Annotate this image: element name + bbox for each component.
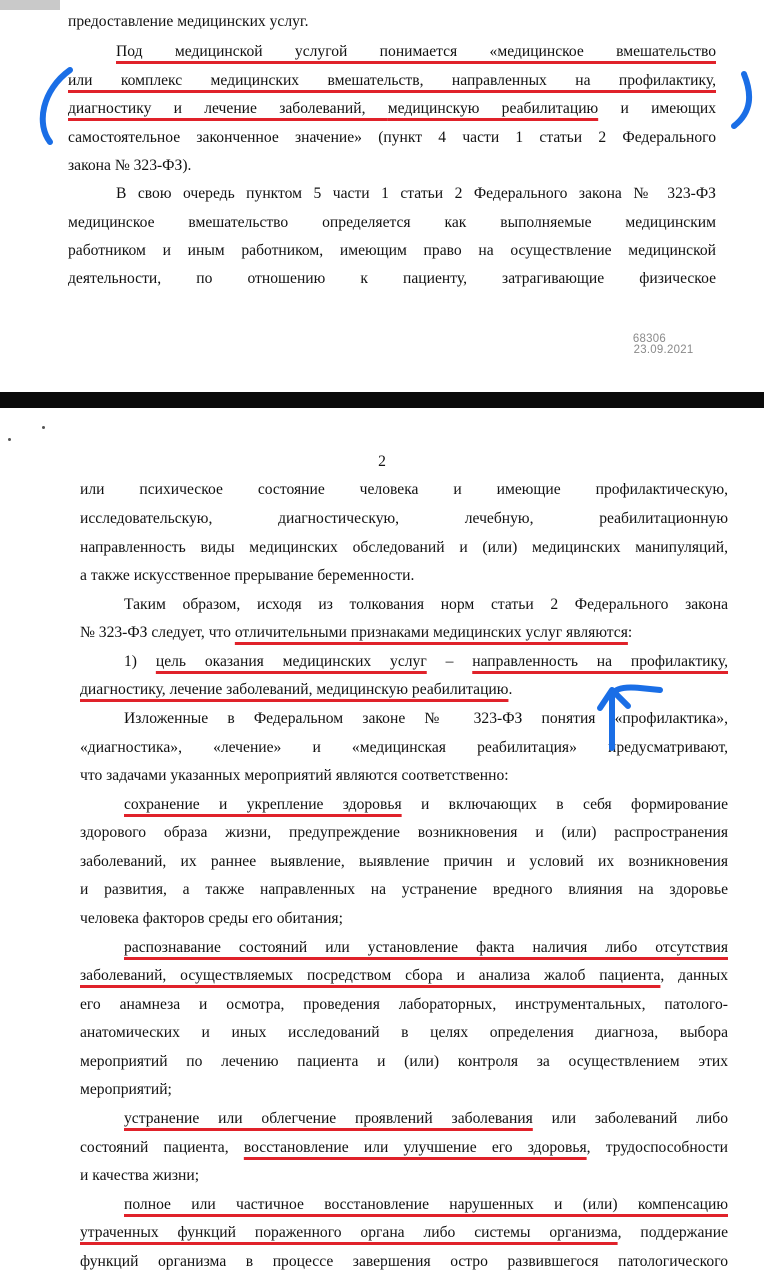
page-separator xyxy=(0,392,764,408)
text-line: 1) цель оказания медицинских услуг – направленность на профилактику, xyxy=(124,653,729,670)
text-line: а также искусственное прерывание беременности. xyxy=(80,567,415,584)
pen-bracket-left xyxy=(43,70,70,142)
text-line: № 323-ФЗ следует, что отличительными признаками медицинских услуг являются: xyxy=(80,624,633,641)
text-line: что задачами указанных мероприятий являются соответственно: xyxy=(80,767,509,784)
text-line: работником и иным работником, имеющим право на осуществление медицинской xyxy=(68,242,716,259)
text-line: Изложенные в Федеральном законе № 323-ФЗ понятия «профилактика», xyxy=(124,710,728,727)
text-line: медицинское вмешательство определяется как выполняемые медицинским xyxy=(68,214,716,231)
text-line: сохранение и укрепление здоровья и включающих в себя формирование xyxy=(124,796,728,813)
text-line: распознавание состояний или установление факта наличия либо отсутствия xyxy=(124,939,728,956)
page-number: 2 xyxy=(378,453,386,470)
text-line: деятельности, по отношению к пациенту, затрагивающие физическое xyxy=(68,270,716,287)
document-page-top xyxy=(0,0,764,392)
cropped-header xyxy=(0,0,60,10)
text-line: заболеваний, их раннее выявление, выявление причин и условий их возникновения xyxy=(80,853,728,870)
text-line: «диагностика», «лечение» и «медицинская реабилитация» предусматривают, xyxy=(80,739,728,756)
text-line: диагностику и лечение заболеваний, медицинскую реабилитацию и имеющих xyxy=(68,100,716,117)
text-line: В свою очередь пунктом 5 части 1 статьи 2 Федерального закона № 323-ФЗ xyxy=(116,185,716,202)
text-line: предоставление медицинских услуг. xyxy=(68,13,309,30)
text-line: и развития, а также направленных на устранение вредного влияния на здоровье xyxy=(80,881,728,898)
text-line: его анамнеза и осмотра, проведения лабораторных, инструментальных, патолого- xyxy=(80,996,728,1013)
text-line: утраченных функций пораженного органа либо системы организма, поддержание xyxy=(80,1224,728,1241)
text-line: или психическое состояние человека и имеющие профилактическую, xyxy=(80,481,728,498)
text-line: закона № 323-ФЗ). xyxy=(68,157,192,174)
text-line: диагностику, лечение заболеваний, медицинскую реабилитацию. xyxy=(80,681,513,698)
text-line: состояний пациента, восстановление или улучшение его здоровья, трудоспособности xyxy=(80,1139,728,1156)
text-line: Таким образом, исходя из толкования норм статьи 2 Федерального закона xyxy=(124,596,728,613)
registration-stamp-date: 23.09.2021 xyxy=(633,342,694,356)
text-line: устранение или облегчение проявлений заболевания или заболеваний либо xyxy=(124,1110,728,1127)
pen-bracket-right xyxy=(734,74,749,126)
document-page-bottom xyxy=(0,408,764,1280)
text-line: самостоятельное законченное значение» (пункт 4 части 1 статьи 2 Федерального xyxy=(68,129,716,146)
text-line: направленность виды медицинских обследований и (или) медицинских манипуляций, xyxy=(80,539,728,556)
scan-speck xyxy=(42,426,45,429)
text-line: полное или частичное восстановление нарушенных и (или) компенсацию xyxy=(124,1196,728,1213)
scan-speck xyxy=(8,438,11,441)
text-line: здорового образа жизни, предупреждение возникновения и (или) распространения xyxy=(80,824,728,841)
registration-stamp-number: 68306 xyxy=(632,331,667,345)
text-line: мероприятий; xyxy=(80,1081,172,1098)
text-line: исследовательскую, диагностическую, лечебную, реабилитационную xyxy=(80,510,728,527)
text-line: Под медицинской услугой понимается «медицинское вмешательство xyxy=(116,43,716,60)
text-line: анатомических и иных исследований в целях определения диагноза, выбора xyxy=(80,1024,728,1041)
text-line: мероприятий по лечению пациента и (или) контроля за осуществлением этих xyxy=(80,1053,728,1070)
text-line: функций организма в процессе завершения остро развившегося патологического xyxy=(80,1253,728,1270)
text-line: человека факторов среды его обитания; xyxy=(80,910,343,927)
text-line: заболеваний, осуществляемых посредством сбора и анализа жалоб пациента, данных xyxy=(80,967,728,984)
text-line: или комплекс медицинских вмешательств, направленных на профилактику, xyxy=(68,72,716,89)
text-line: и качества жизни; xyxy=(80,1167,200,1184)
